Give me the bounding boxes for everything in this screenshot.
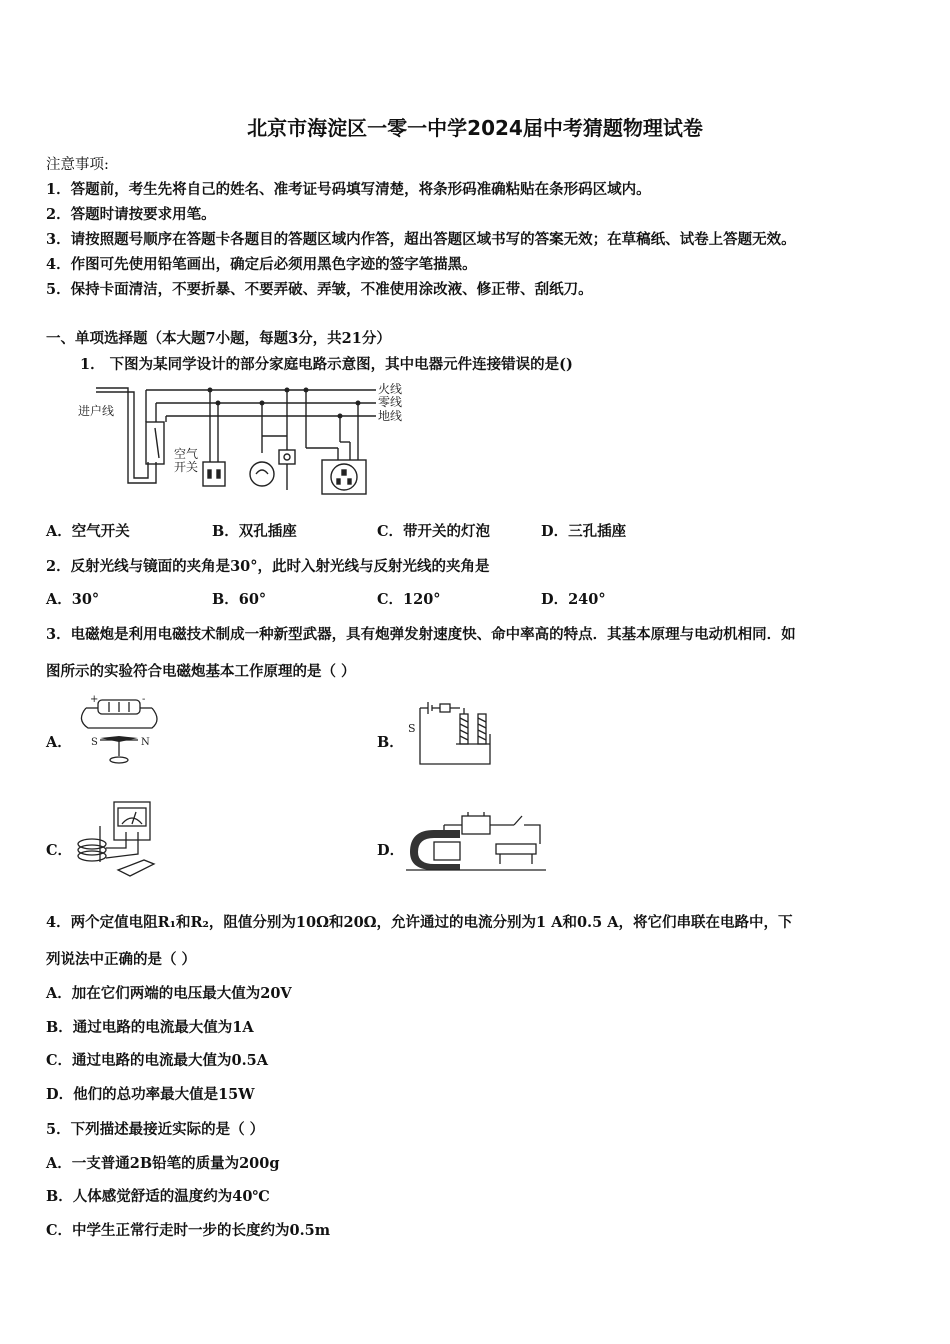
q3-option-a-label: A． <box>46 734 72 751</box>
q3-figure-a <box>74 690 164 768</box>
q3-figure-c <box>74 798 160 880</box>
section-heading: 一、单项选择题（本大题7小题，每题3分，共21分） <box>46 330 391 347</box>
q1-option-a: A．空气开关 <box>46 523 130 540</box>
notice-item-5: 5．保持卡面清洁，不要折暴、不要弄破、弄皱，不准使用涂改液、修正带、刮纸刀。 <box>46 281 593 298</box>
q1-label-live: 火线 <box>378 382 403 396</box>
q5-option-b: B．人体感觉舒适的温度约为40℃ <box>46 1188 270 1205</box>
q3a-n: N <box>141 737 150 748</box>
q4-option-b: B．通过电路的电流最大值为1A <box>46 1019 254 1036</box>
q4-option-d: D．他们的总功率最大值是15W <box>46 1086 255 1103</box>
q2-option-c: C．120° <box>377 591 441 608</box>
q4-stem-line1: 4．两个定值电阻R₁和R₂，阻值分别为10Ω和20Ω，允许通过的电流分别为1 A和0.5 A，将它们串联在电路中，下 <box>46 914 793 931</box>
q3-figure-b <box>404 694 496 768</box>
notice-heading: 注意事项: <box>46 157 109 173</box>
q1-label-neutral: 零线 <box>378 395 403 409</box>
q5-option-a: A．一支普通2B铅笔的质量为200g <box>46 1155 280 1172</box>
q1-label-switch-2: 开关 <box>174 460 199 474</box>
q3-stem-line1: 3．电磁炮是利用电磁技术制成一种新型武器，具有炮弹发射速度快、命中率高的特点．其基本原理与电动机相同．如 <box>46 626 796 643</box>
q1-circuit-figure <box>76 378 416 503</box>
q3-stem-line2: 图所示的实验符合电磁炮基本工作原理的是（ ） <box>46 663 356 680</box>
q2-option-b: B．60° <box>212 591 267 608</box>
q3a-minus: - <box>142 694 146 705</box>
q1-label-ground: 地线 <box>378 409 403 423</box>
q3-option-c-label: C． <box>46 842 73 859</box>
notice-item-4: 4．作图可先使用铅笔画出，确定后必须用黑色字迹的签字笔描黑。 <box>46 256 477 273</box>
notice-item-1: 1．答题前，考生先将自己的姓名、准考证号码填写清楚，将条形码准确粘贴在条形码区域内。 <box>46 181 651 198</box>
q3b-s: S <box>408 722 416 735</box>
q2-option-d: D．240° <box>541 591 606 608</box>
q4-option-c: C．通过电路的电流最大值为0.5A <box>46 1052 269 1069</box>
q2-stem: 2．反射光线与镜面的夹角是30°，此时入射光线与反射光线的夹角是 <box>46 558 490 575</box>
q1-option-c: C．带开关的灯泡 <box>377 523 491 540</box>
q1-label-entry: 进户线 <box>78 404 115 418</box>
notice-item-3: 3．请按照题号顺序在答题卡各题目的答题区域内作答，超出答题区域书写的答案无效；在草稿纸、试卷上答题无效。 <box>46 231 796 248</box>
notice-item-2: 2．答题时请按要求用笔。 <box>46 206 216 223</box>
q1-stem: 1． 下图为某同学设计的部分家庭电路示意图，其中电器元件连接错误的是() <box>80 356 573 373</box>
q1-label-switch-1: 空气 <box>174 447 199 461</box>
q4-option-a: A．加在它们两端的电压最大值为20V <box>46 985 292 1002</box>
q3-option-d-label: D． <box>377 842 405 859</box>
q2-option-a: A．30° <box>46 591 100 608</box>
page-title: 北京市海淀区一零一中学2024届中考猜题物理试卷 <box>247 116 703 140</box>
q3-option-b-label: B． <box>377 734 404 751</box>
q5-option-c: C．中学生正常行走时一步的长度约为0.5m <box>46 1222 331 1239</box>
q1-option-b: B．双孔插座 <box>212 523 297 540</box>
q3a-s: S <box>91 737 98 748</box>
q3-figure-d <box>404 808 548 872</box>
q5-stem: 5．下列描述最接近实际的是（ ） <box>46 1121 265 1138</box>
q1-option-d: D．三孔插座 <box>541 523 627 540</box>
q3a-plus: + <box>90 694 99 705</box>
q4-stem-line2: 列说法中正确的是（ ） <box>46 951 197 968</box>
